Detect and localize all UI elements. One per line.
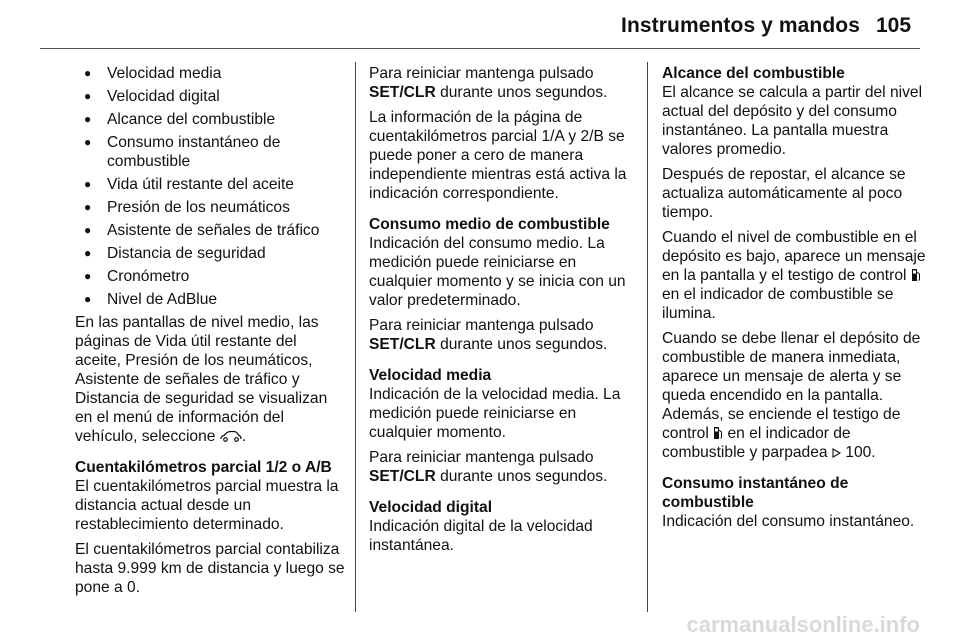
fuel-pump-icon [911,268,921,282]
watermark: carmanualsonline.info [686,612,920,637]
fuel-pump-icon [713,426,723,440]
list-item: ● Velocidad digital [75,87,345,106]
column-3 [662,64,930,537]
column-2 [369,64,639,561]
digital-speed-heading: Velocidad digital [369,499,493,516]
list-item: ● Presión de los neumáticos [75,198,345,217]
avg-consumption-heading: Consumo medio de combustible [369,216,610,233]
page-reference[interactable]: 100. [845,444,876,461]
reset-instruction: Para reiniciar mantenga pulsado SET/CLR durante unos segundos. [369,449,608,485]
range-paragraph-3: Cuando el nivel de combustible en el depósito es bajo, aparece un mensaje en la pantalla y el testigo de control en el indicador de combustible se ilumina. [662,229,926,322]
mid-level-text: En las pantallas de nivel medio, las páginas de Vida útil restante del aceite, Presión de los neumáticos, Asistente de señales de tráfico y Distancia de seguridad se visualizan en el menú de información del vehículo, seleccione [75,314,328,445]
trip-heading: Cuentakilómetros parcial 1/2 o A/B [75,459,332,476]
set-clr-key: SET/CLR [369,84,436,101]
page-title: Instrumentos y mandos [621,14,860,37]
display-list [75,64,345,309]
column-divider-2 [647,62,648,612]
range-paragraph-1: El alcance se calcula a partir del nivel actual del depósito y del consumo instantáneo. La pantalla muestra valores promedio. [662,84,923,158]
list-item: ● Asistente de señales de tráfico [75,221,345,240]
range-paragraph-4: Cuando se debe llenar el depósito de combustible de manera inmediata, aparece un mensaje de alerta y se queda encendido en la pantalla. Además, se enciende el testigo de control en el indicador de combustible y parpadea 100. [662,330,921,461]
trip-paragraph-1: El cuentakilómetros parcial muestra la distancia actual desde un restablecimiento determinado. [75,478,339,533]
range-heading: Alcance del combustible [662,65,845,82]
column-1 [75,64,345,603]
page-header [0,14,960,50]
list-item: ● Cronómetro [75,267,345,286]
column-divider-1 [355,62,356,612]
trip-paragraph-2: El cuentakilómetros parcial contabiliza hasta 9.999 km de distancia y luego se pone a 0. [75,541,345,596]
page-number: 105 [876,14,912,37]
car-profile-icon [220,428,242,440]
set-clr-key: SET/CLR [369,468,436,485]
range-paragraph-2: Después de repostar, el alcance se actualiza automáticamente al poco tiempo. [662,166,906,221]
avg-consumption-paragraph: Indicación del consumo medio. La medición puede reiniciarse en cualquier momento y se inicia con un valor predeterminado. [369,235,626,309]
set-clr-key: SET/CLR [369,336,436,353]
reset-instruction: Para reiniciar mantenga pulsado SET/CLR durante unos segundos. [369,317,608,353]
trip-info-paragraph: La información de la página de cuentakilómetros parcial 1/A y 2/B se puede poner a cero de manera independiente mientras está activa la indicación correspondiente. [369,109,627,202]
reset-instruction: Para reiniciar mantenga pulsado SET/CLR durante unos segundos. [369,65,608,101]
avg-speed-heading: Velocidad media [369,367,492,384]
list-item: ● Nivel de AdBlue [75,290,345,309]
instant-consumption-paragraph: Indicación del consumo instantáneo. [662,513,915,530]
triangle-right-icon[interactable] [832,444,841,461]
header-rule [40,48,920,49]
avg-speed-paragraph: Indicación de la velocidad media. La medición puede reiniciarse en cualquier momento. [369,386,621,441]
list-item: ● Velocidad media [75,64,345,83]
list-item: ● Alcance del combustible [75,110,345,129]
list-item: ● Vida útil restante del aceite [75,175,345,194]
instant-consumption-heading: Consumo instantáneo de combustible [662,475,849,511]
list-item: ● Consumo instantáneo de combustible [75,133,345,171]
mid-level-paragraph: En las pantallas de nivel medio, las páginas de Vida útil restante del aceite, Presión de los neumáticos, Asistente de señales de tráfico y Distancia de seguridad se visualizan en el menú de información del vehículo, seleccione . [75,314,328,445]
digital-speed-paragraph: Indicación digital de la velocidad instantánea. [369,518,593,554]
list-item: ● Distancia de seguridad [75,244,345,263]
